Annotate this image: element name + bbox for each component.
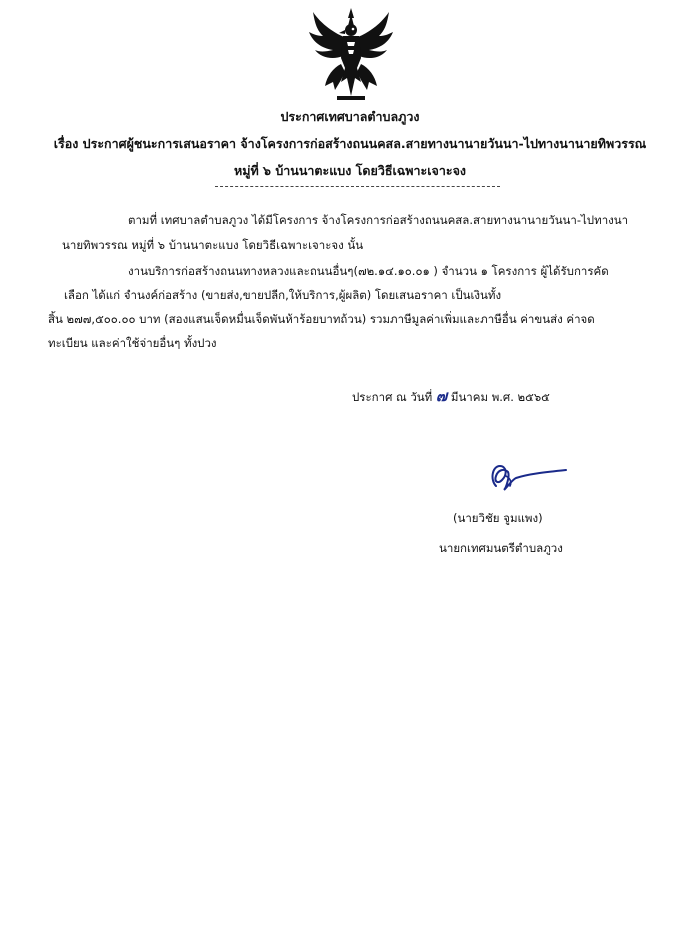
signatory-name: (นายวิชัย จูมแพง)	[453, 511, 543, 525]
date-prefix: ประกาศ ณ วันที่	[352, 390, 433, 404]
body-line: สิ้น ๒๗๗,๕๐๐.๐๐ บาท (สองแสนเจ็ดหมื่นเจ็ดพันห้าร้อยบาทถ้วน) รวมภาษีมูลค่าเพิ่มและภาษีอื่น ค่าขนส่ง ค่าจด	[48, 312, 595, 326]
body-line: งานบริการก่อสร้างถนนทางหลวงและถนนอื่นๆ(๗๒.๑๔.๑๐.๐๑ ) จำนวน ๑ โครงการ ผู้ได้รับการคัด	[128, 264, 609, 278]
signatory-position: นายกเทศมนตรีตำบลภูวง	[439, 541, 563, 555]
issuer-heading: ประกาศเทศบาลตำบลภูวง	[280, 109, 420, 124]
body-line: นายทิพวรรณ หมู่ที่ ๖ บ้านนาตะแบง โดยวิธีเฉพาะเจาะจง นั้น	[62, 238, 364, 252]
body-line: ตามที่ เทศบาลตำบลภูวง ได้มีโครงการ จ้างโครงการก่อสร้างถนนคสล.สายทางนานายวันนา-ไปทางนา	[128, 213, 629, 227]
subject-heading: เรื่อง ประกาศผู้ชนะการเสนอราคา จ้างโครงการก่อสร้างถนนคสล.สายทางนานายวันนา-ไปทางนานายทิพวรรณ	[53, 136, 647, 151]
date-day-handwritten: ๗	[435, 387, 448, 405]
subject-heading-line2: หมู่ที่ ๖ บ้านนาตะแบง โดยวิธีเฉพาะเจาะจง	[233, 163, 467, 178]
announcement-date	[352, 388, 550, 405]
date-suffix: มีนาคม พ.ศ. ๒๕๖๕	[450, 390, 550, 404]
signature-icon	[484, 458, 568, 494]
body-line: เลือก ได้แก่ จำนงค์ก่อสร้าง (ขายส่ง,ขายปลีก,ให้บริการ,ผู้ผลิต) โดยเสนอราคา เป็นเงินทั้ง	[64, 288, 502, 302]
garuda-emblem-icon	[307, 6, 395, 102]
dashed-divider	[215, 186, 500, 187]
body-line: ทะเบียน และค่าใช้จ่ายอื่นๆ ทั้งปวง	[48, 336, 217, 350]
